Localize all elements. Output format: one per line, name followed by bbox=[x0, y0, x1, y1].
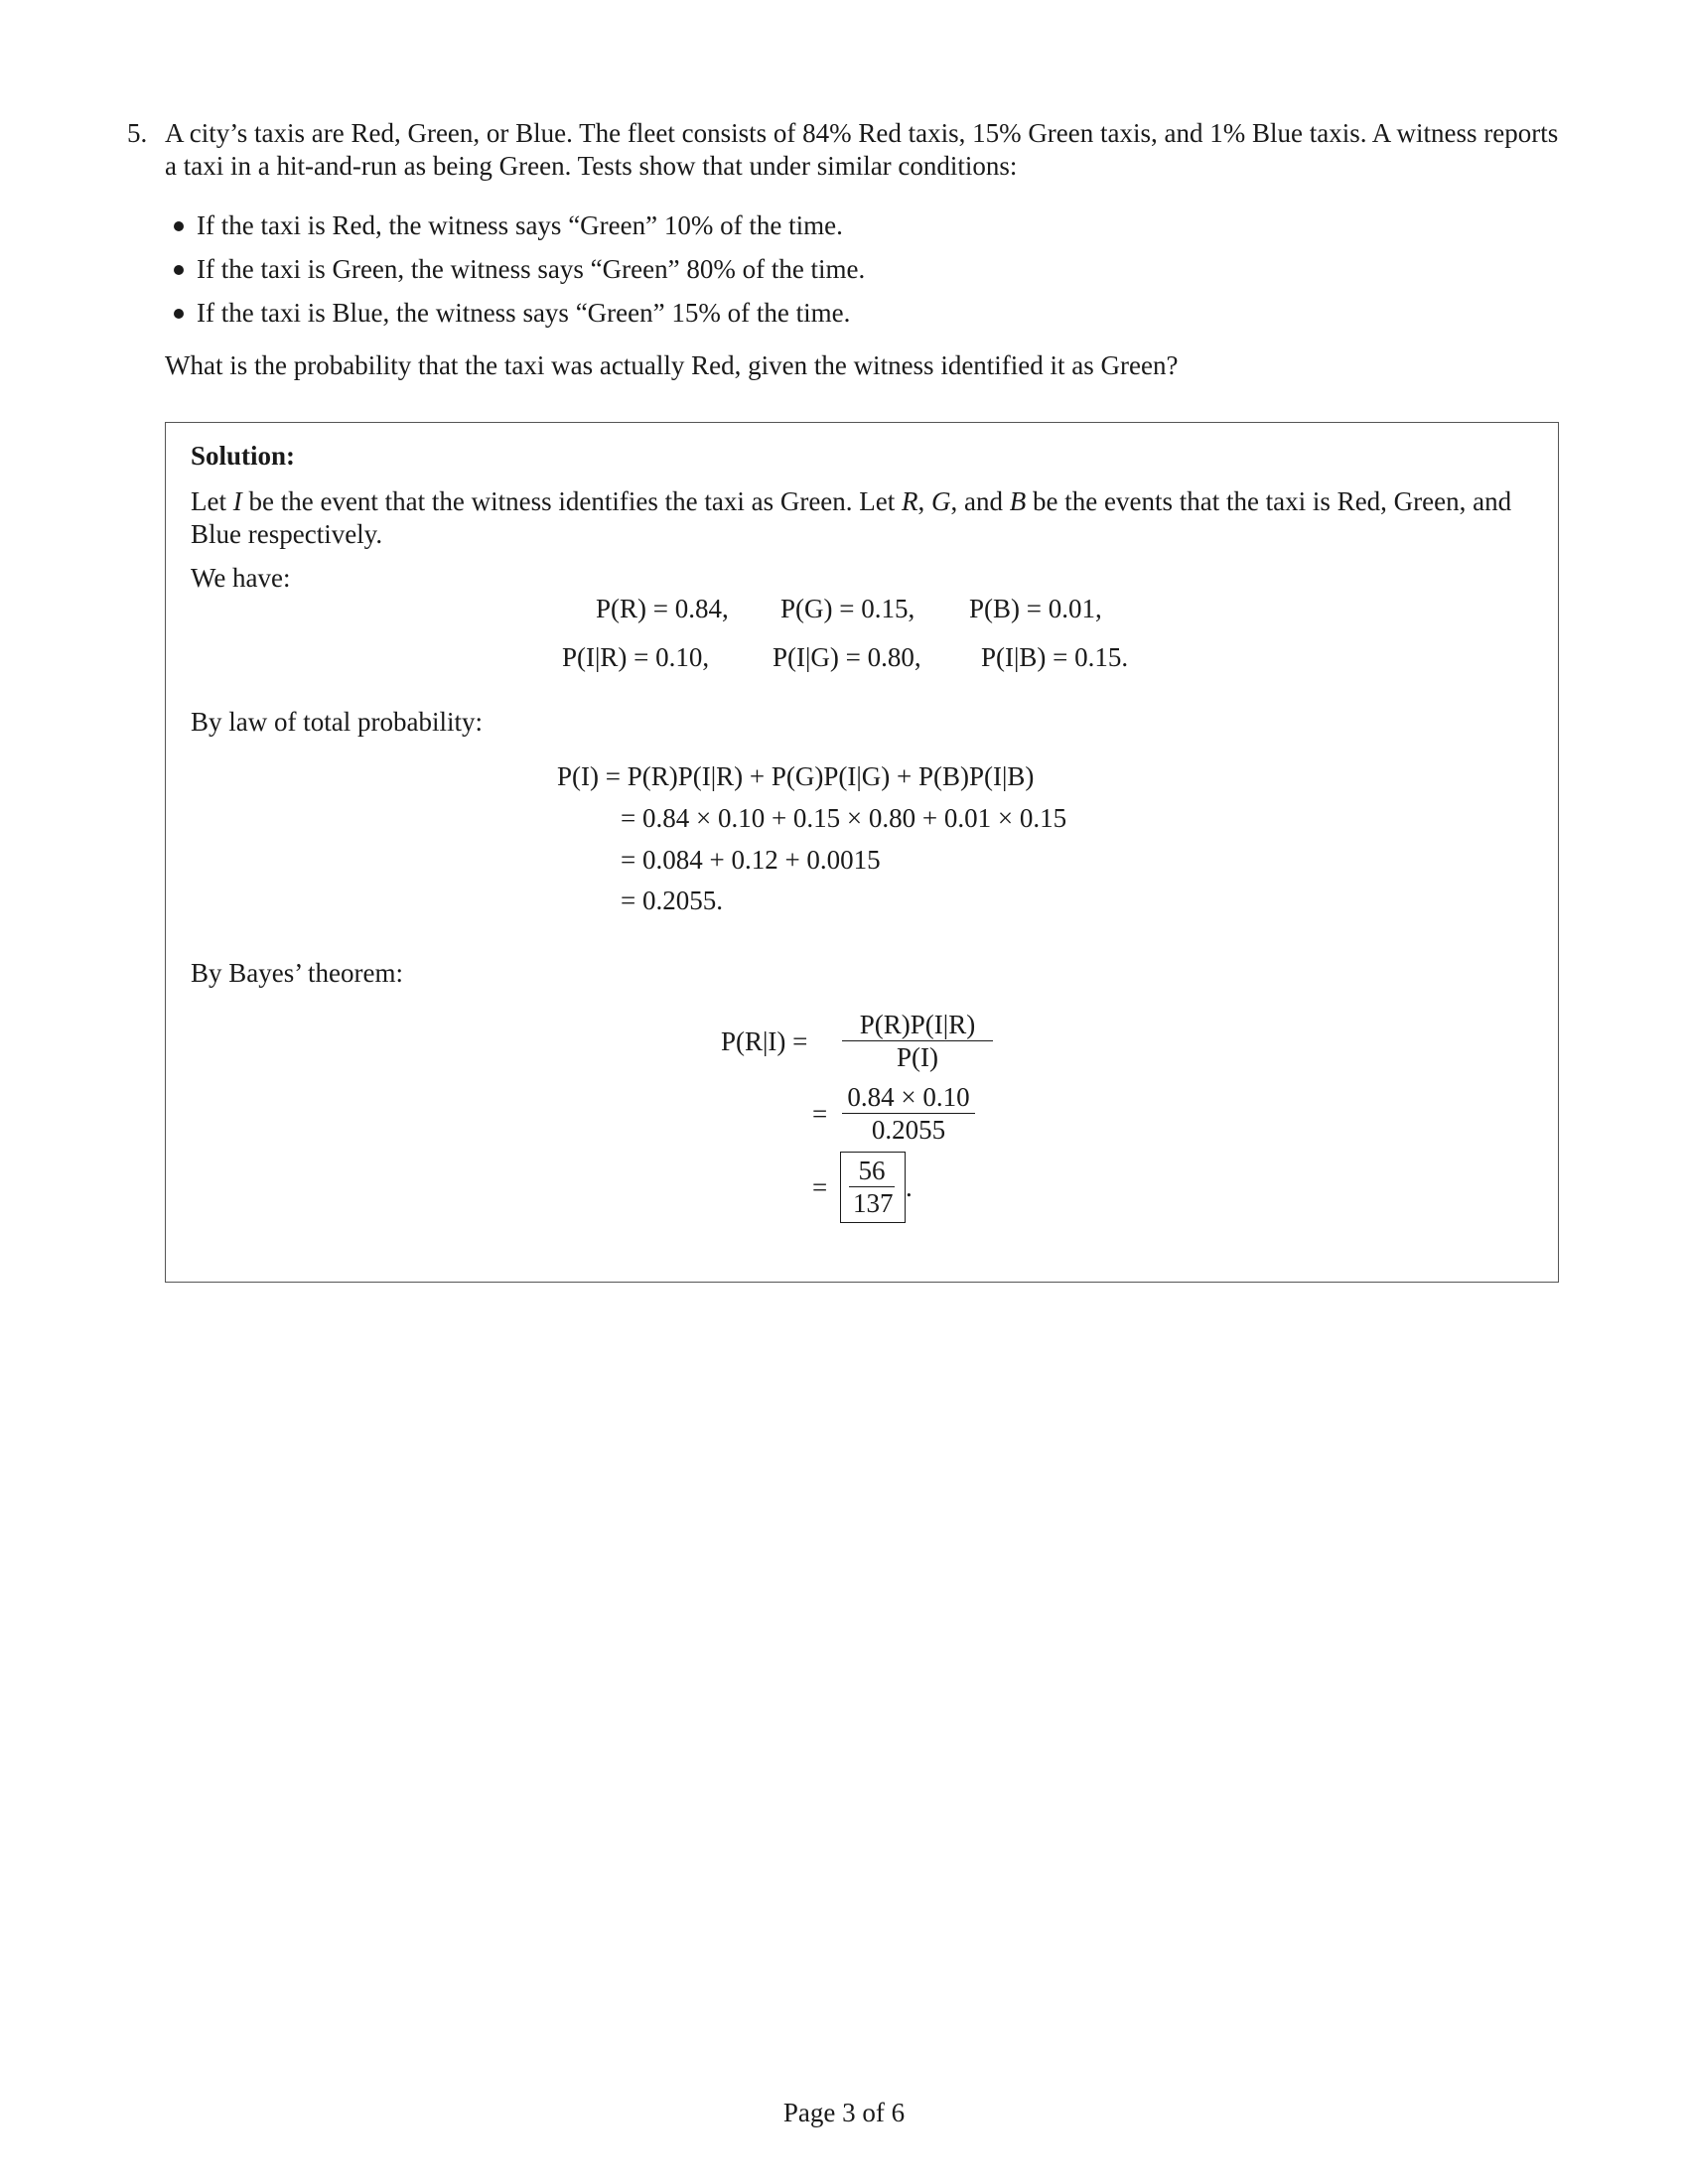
condition-list bbox=[197, 204, 865, 335]
likelihood-g: P(I|G) = 0.80, bbox=[773, 642, 921, 672]
question-ask: What is the probability that the taxi was actually Red, given the witness identified it as Green? bbox=[165, 350, 1179, 380]
prior-b: P(B) = 0.01, bbox=[969, 594, 1102, 623]
fraction-denominator: 0.2055 bbox=[871, 1115, 946, 1146]
solution-title: Solution: bbox=[191, 441, 296, 471]
fraction-1 bbox=[842, 1009, 993, 1074]
fraction-denominator: 137 bbox=[853, 1188, 894, 1219]
question-text: A city’s taxis are Red, Green, or Blue. The fleet consists of 84% Red taxis, 15% Green taxis, and 1% Blue taxis. A witness reports a taxi in a hit-and-run as being Green. Tests show that under similar conditions: bbox=[165, 118, 1559, 181]
total-line: = 0.084 + 0.12 + 0.0015 bbox=[621, 845, 881, 875]
total-line: = 0.84 × 0.10 + 0.15 × 0.80 + 0.01 × 0.15 bbox=[621, 803, 1067, 833]
total-line: P(I) = P(R)P(I|R) + P(G)P(I|G) + P(B)P(I|B) bbox=[557, 761, 1035, 791]
fraction-numerator: P(R)P(I|R) bbox=[859, 1010, 976, 1039]
fraction-numerator: 0.84 × 0.10 bbox=[847, 1082, 970, 1112]
total-probability-label: By law of total probability: bbox=[191, 707, 483, 737]
var-b: B bbox=[1009, 486, 1027, 516]
bayes-label: By Bayes’ theorem: bbox=[191, 958, 403, 988]
var-r: R bbox=[902, 486, 918, 516]
fraction-denominator: P(I) bbox=[897, 1042, 938, 1073]
intro-text: be the event that the witness identifies the taxi as Green. Let bbox=[241, 486, 903, 516]
fraction-3 bbox=[849, 1155, 895, 1220]
var-g: G bbox=[931, 486, 951, 516]
we-have-label: We have: bbox=[191, 563, 291, 593]
period: . bbox=[906, 1172, 913, 1202]
intro-text: be the events that the taxi is Red, Green, and Blue respectively. bbox=[191, 486, 1512, 549]
likelihood-r: P(I|R) = 0.10, bbox=[562, 642, 710, 672]
intro-text: , bbox=[917, 486, 932, 516]
solution-intro bbox=[191, 485, 1541, 551]
list-item: If the taxi is Blue, the witness says “Green” 15% of the time. bbox=[197, 291, 865, 335]
fraction-2 bbox=[842, 1081, 975, 1147]
boxed-answer bbox=[840, 1152, 906, 1223]
prior-g: P(G) = 0.15, bbox=[780, 594, 915, 623]
list-item: If the taxi is Green, the witness says “Green” 80% of the time. bbox=[197, 247, 865, 291]
list-item: If the taxi is Red, the witness says “Green” 10% of the time. bbox=[197, 204, 865, 247]
bayes-lhs: P(R|I) = bbox=[721, 1026, 808, 1056]
question-number: 5. bbox=[127, 118, 148, 148]
fraction-numerator: 56 bbox=[858, 1156, 886, 1185]
var-i: I bbox=[232, 486, 242, 516]
equals-sign: = bbox=[812, 1172, 828, 1202]
prior-r: P(R) = 0.84, bbox=[596, 594, 729, 623]
likelihood-b: P(I|B) = 0.15. bbox=[981, 642, 1129, 672]
intro-text: Let bbox=[191, 486, 233, 516]
equals-sign: = bbox=[812, 1099, 828, 1129]
page-footer: Page 3 of 6 bbox=[782, 2098, 906, 2127]
total-line: = 0.2055. bbox=[621, 886, 723, 915]
intro-text: , and bbox=[950, 486, 1010, 516]
